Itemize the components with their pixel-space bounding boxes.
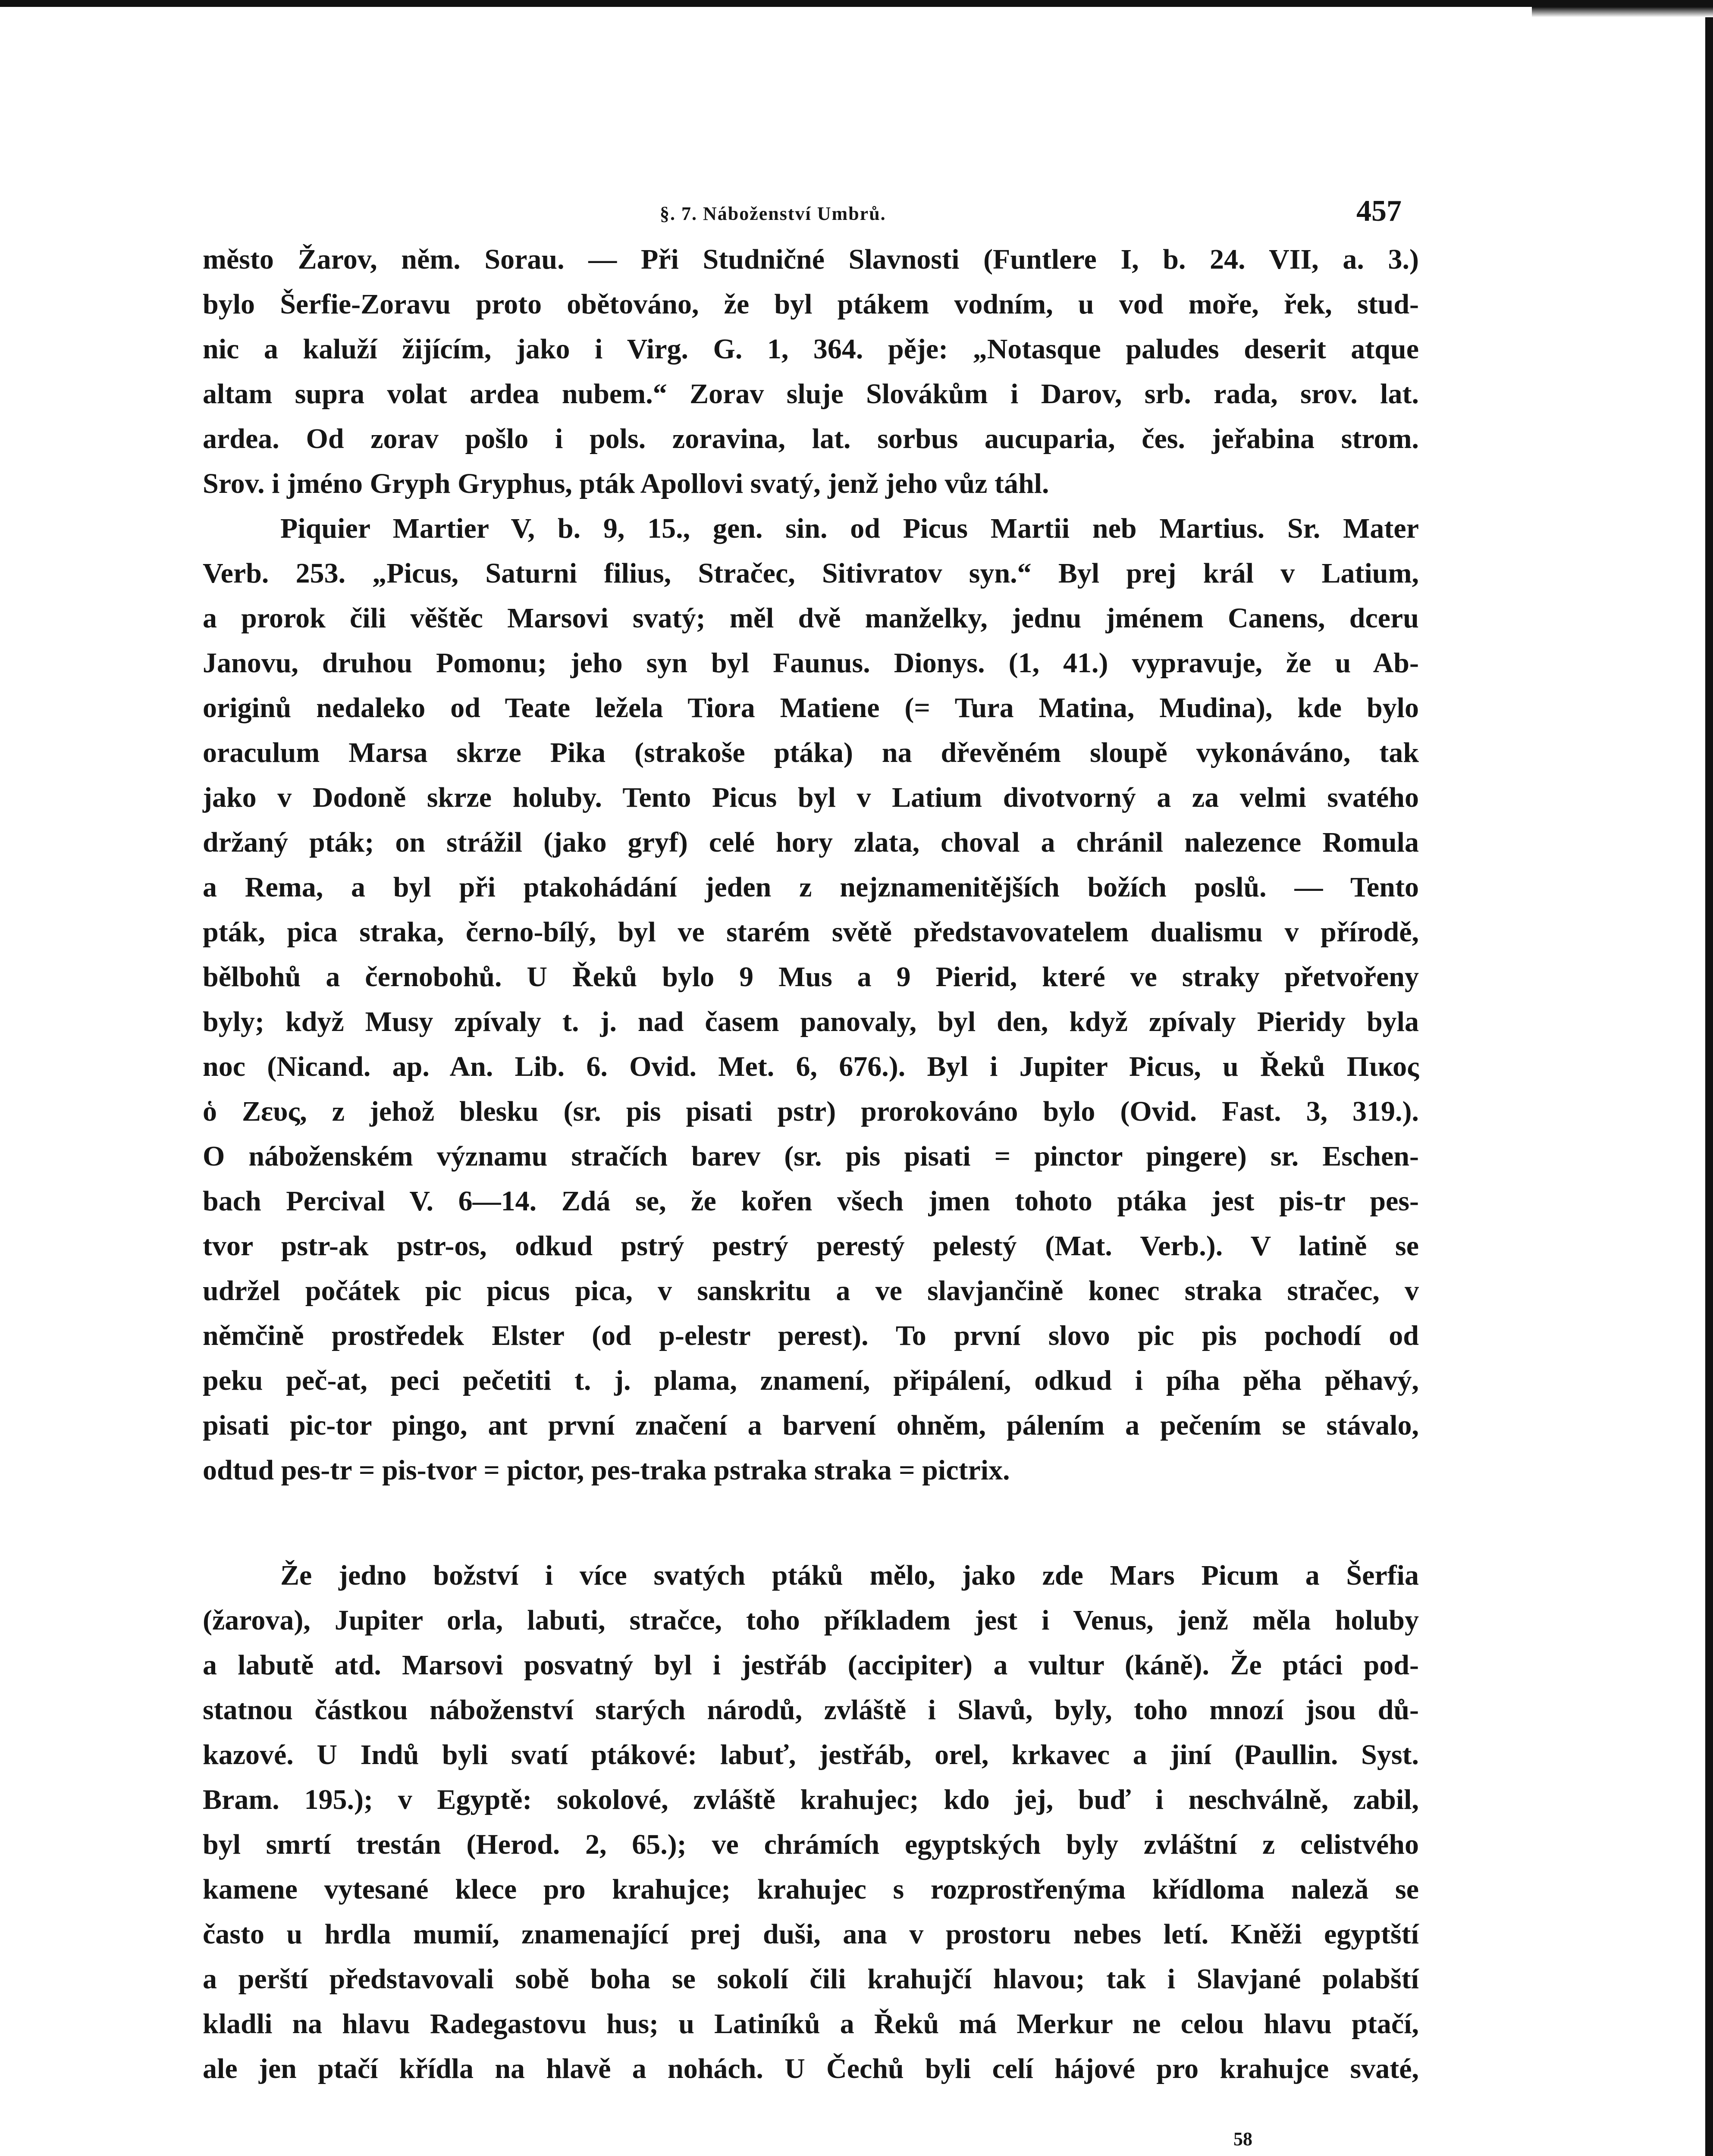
paragraph-birds [203, 1553, 1419, 2091]
text-line: oraculum Marsa skrze Pika (strakoše ptáka) na dřevěném sloupě vykonáváno, tak [203, 737, 1419, 768]
text-line: O náboženském významu stračích barev (sr. pis pisati = pinctor pingere) sr. Eschen- [203, 1141, 1419, 1172]
scan-edge-right [1705, 0, 1713, 2156]
text-line: ale jen ptačí křídla na hlavě a nohách. U Čechů byli celí hájové pro krahujce svaté, [203, 2053, 1419, 2084]
text-line: Verb. 253. „Picus, Saturni filius, Stračec, Sitivratov syn.“ Byl prej král v Latium, [203, 558, 1419, 589]
page-body [203, 190, 1419, 2091]
text-line: jako v Dodoně skrze holuby. Tento Picus byl v Latium divotvorný a za velmi svatého [203, 782, 1419, 813]
scan-edge-top [0, 0, 1713, 7]
text-line: a Rema, a byl při ptakohádání jeden z nejznamenitějších božích poslů. — Tento [203, 871, 1419, 903]
text-line: kladli na hlavu Radegastovu hus; u Latiníků a Řeků má Merkur ne celou hlavu ptačí, [203, 2008, 1419, 2040]
text-line: držaný pták; on strážil (jako gryf) celé hory zlata, choval a chránil nalezence Romula [203, 827, 1419, 858]
text-line: peku peč-at, peci pečetiti t. j. plama, znamení, připálení, odkud i píha pěha pěhavý, [203, 1365, 1419, 1396]
text-line: pisati pic-tor pingo, ant první značení a barvení ohněm, pálením a pečením se stávalo, [203, 1410, 1419, 1441]
text-line: (žarova), Jupiter orla, labuti, stračce, toho příkladem jest i Venus, jenž měla holuby [203, 1604, 1419, 1636]
text-line: byl smrtí trestán (Herod. 2, 65.); ve chrámích egyptských byly zvláštní z celistvého [203, 1829, 1419, 1860]
paragraph-zorav [203, 237, 1419, 506]
text-line: město Žarov, něm. Sorau. — Při Studničné Slavnosti (Funtlere I, b. 24. VII, a. 3.) [203, 244, 1419, 275]
running-head [203, 190, 1419, 237]
scan-edge-corner [1532, 0, 1713, 17]
text-line: bach Percival V. 6—14. Zdá se, že kořen všech jmen tohoto ptáka jest pis-tr pes- [203, 1185, 1419, 1217]
text-line: ardea. Od zorav pošlo i pols. zoravina, lat. sorbus aucuparia, čes. jeřabina strom. [203, 423, 1419, 454]
text-line: statnou částkou náboženství starých národů, zvláště i Slavů, byly, toho mnozí jsou dů- [203, 1694, 1419, 1726]
text-line: bylo Šerfie-Zoravu proto obětováno, že byl ptákem vodním, u vod moře, řek, stud- [203, 288, 1419, 320]
text-line: udržel počátek pic picus pica, v sanskritu a ve slavjančině konec straka stračec, v [203, 1275, 1419, 1307]
text-line: nic a kaluží žijícím, jako i Virg. G. 1, 364. pěje: „Notasque paludes deserit atque [203, 333, 1419, 365]
text-line: pták, pica straka, černo-bílý, byl ve starém světě představovatelem dualismu v přírodě, [203, 916, 1419, 948]
paragraph-picus [203, 506, 1419, 1493]
text-line: kamene vytesané klece pro krahujce; krahujec s rozprostřenýma křídloma naleză se [203, 1874, 1419, 1905]
text-line: bělbohů a černobohů. U Řeků bylo 9 Mus a 9 Pierid, které ve straky přetvořeny [203, 961, 1419, 993]
paragraph-gap [203, 1493, 1419, 1553]
text-line: Janovu, druhou Pomonu; jeho syn byl Faunus. Dionys. (1, 41.) vypravuje, že u Ab- [203, 647, 1419, 679]
text-line: altam supra volat ardea nubem.“ Zorav sluje Slovákům i Darov, srb. rada, srov. lat. [203, 378, 1419, 410]
text-line: ὁ Ζευς, z jehož blesku (sr. pis pisati pstr) prorokováno bylo (Ovid. Fast. 3, 319.). [203, 1096, 1419, 1127]
text-line: tvor pstr-ak pstr-os, odkud pstrý pestrý perestý pelestý (Mat. Verb.). V latině se [203, 1230, 1419, 1262]
text-line: a prorok čili věštěc Marsovi svatý; měl dvě manželky, jednu jménem Canens, dceru [203, 602, 1419, 634]
section-title: §. 7. Náboženství Umbrů. [660, 203, 886, 224]
text-line: odtud pes-tr = pis-tvor = pictor, pes-traka pstraka straka = pictrix. [203, 1454, 1010, 1486]
text-line: Piquier Martier V, b. 9, 15., gen. sin. od Picus Martii neb Martius. Sr. Mater [280, 513, 1419, 544]
text-line: byly; když Musy zpívaly t. j. nad časem panovaly, byl den, když zpívaly Pieridy byla [203, 1006, 1419, 1037]
text-line: originů nedaleko od Teate ležela Tiora Matiene (= Tura Matina, Mudina), kde bylo [203, 692, 1419, 724]
signature-mark: 58 [1233, 2128, 1252, 2150]
page-number: 457 [1356, 194, 1402, 228]
text-line: noc (Nicand. ap. An. Lib. 6. Ovid. Met. 6, 676.). Byl i Jupiter Picus, u Řeků Πικος [203, 1051, 1419, 1082]
text-line: a labutě atd. Marsovi posvatný byl i jestřáb (accipiter) a vultur (káně). Že ptáci pod- [203, 1649, 1419, 1681]
text-line: často u hrdla mumií, znamenající prej duši, ana v prostoru nebes letí. Kněži egyptští [203, 1918, 1419, 1950]
text-line: němčině prostředek Elster (od p-elestr perest). To první slovo pic pis pochodí od [203, 1320, 1419, 1351]
text-line: kazové. U Indů byli svatí ptákové: labuť, jestřáb, orel, krkavec a jiní (Paullin. Syst. [203, 1739, 1419, 1771]
text-line: a perští představovali sobě boha se sokolí čili krahujčí hlavou; tak i Slavjané polabští [203, 1963, 1419, 1995]
text-line: Srov. i jméno Gryph Gryphus, pták Apollovi svatý, jenž jeho vůz táhl. [203, 468, 1049, 499]
text-line: Že jedno božství i více svatých ptáků mělo, jako zde Mars Picum a Šerfia [280, 1560, 1419, 1591]
text-line: Bram. 195.); v Egyptě: sokolové, zvláště krahujec; kdo jej, buď i neschválně, zabil, [203, 1784, 1419, 1815]
